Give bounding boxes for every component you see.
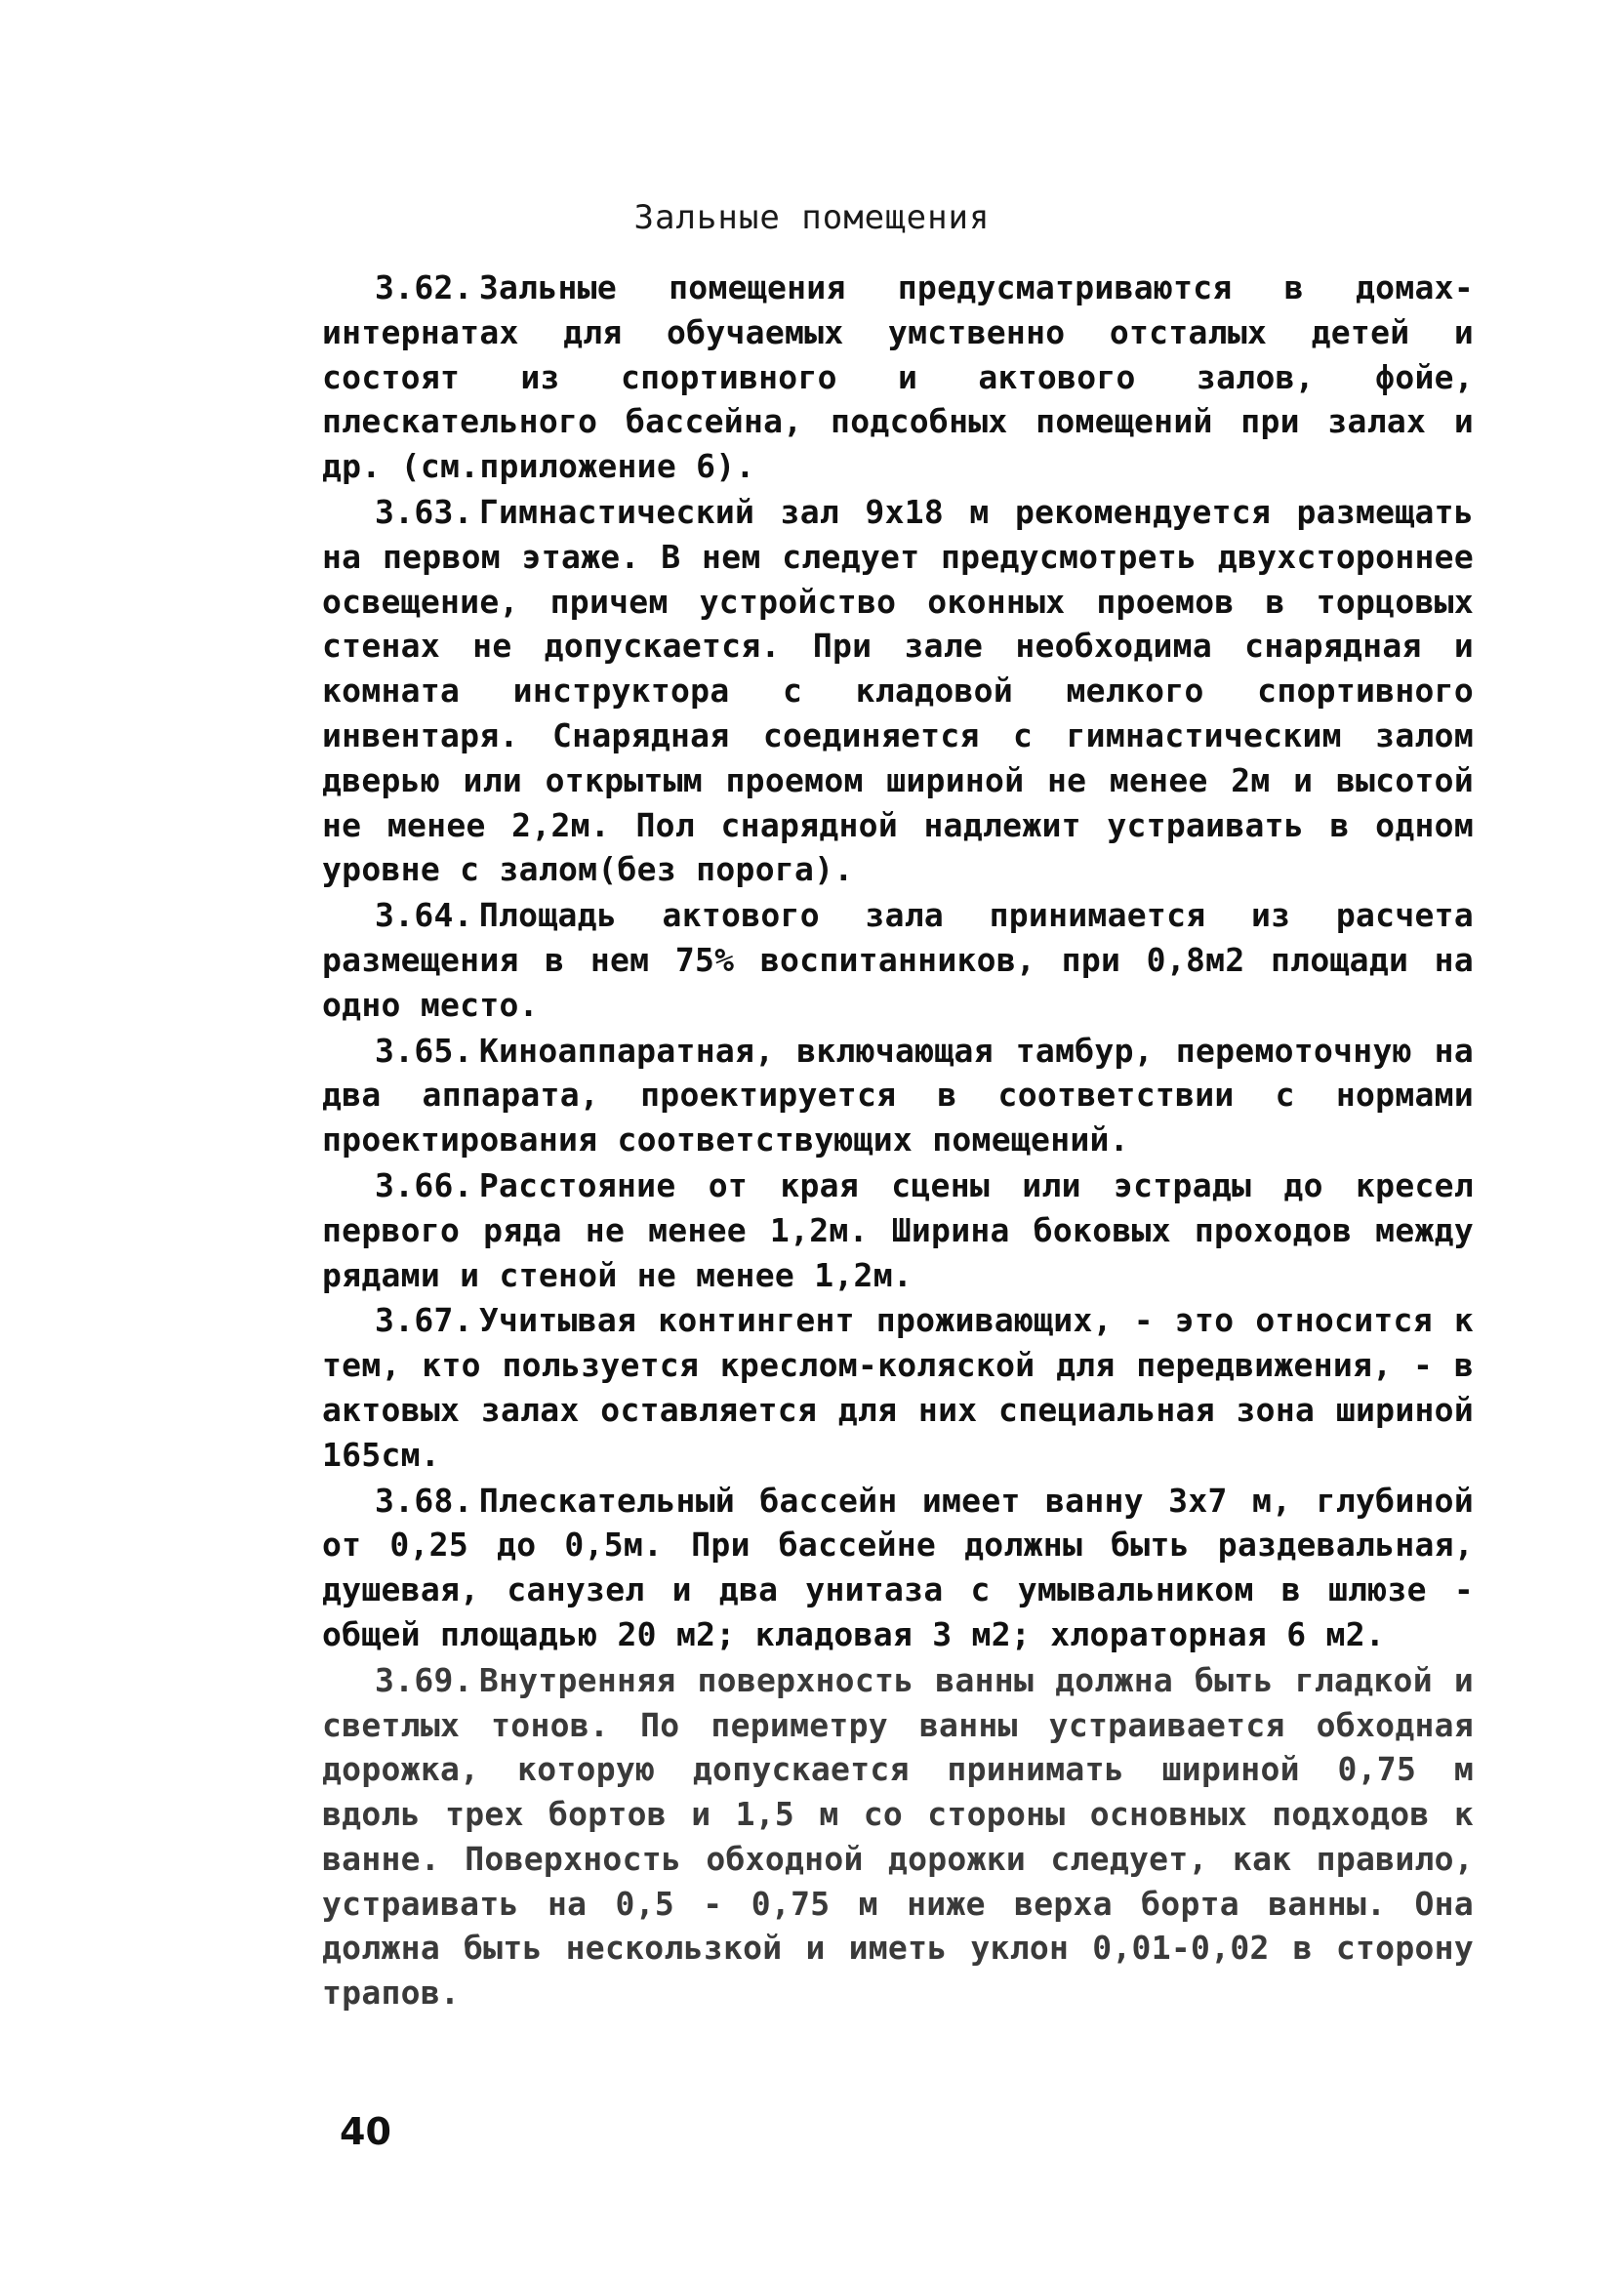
- paragraph-number: 3.62.: [375, 268, 473, 306]
- paragraph-number: 3.67.: [375, 1301, 473, 1340]
- paragraph-3-62: [322, 265, 1474, 489]
- paragraph-text: Учитывая контингент проживающих, - это относится к тем, кто пользуется креслом-коляской для передвижения, - в актовых залах оставляется для них специальная зона шириной 165см.: [322, 1301, 1474, 1474]
- section-title: Зальные помещения: [633, 198, 991, 237]
- paragraph-3-69: [322, 1658, 1474, 2015]
- paragraph-text: Зальные помещения предусматриваются в домах-интернатах для обучаемых умственно отсталых детей и состоят из спортивного и актового залов, фойе, плескательного бассейна, подсобных помещений при залах и др. (см.приложение 6).: [322, 268, 1474, 486]
- paragraph-3-66: [322, 1163, 1474, 1297]
- paragraph-text: Плескательный бассейн имеет ванну 3x7 м, глубиной от 0,25 до 0,5м. При бассейне должны быть раздевальная, душевая, санузел и два унитаза с умывальником в шлюзе - общей площадью 20 м2; кладовая 3 м2; хлораторная 6 м2.: [322, 1481, 1474, 1653]
- paragraph-text: Расстояние от края сцены или эстрады до кресел первого ряда не менее 1,2м. Ширина боковых проходов между рядами и стеной не менее 1,2м.: [322, 1165, 1474, 1294]
- paragraph-number: 3.69.: [375, 1660, 473, 1699]
- paragraph-3-68: [322, 1479, 1474, 1657]
- paragraph-3-65: [322, 1029, 1474, 1162]
- paragraph-number: 3.63.: [375, 492, 473, 531]
- paragraph-number: 3.65.: [375, 1031, 473, 1070]
- page-number: 40: [340, 2110, 391, 2153]
- paragraph-text: Гимнастический зал 9x18 м рекомендуется размещать на первом этаже. В нем следует предусмотреть двухстороннее освещение, причем устройство оконных проемов в торцовых стенах не допускается. При зале необходима снарядная и комната инструктора с кладовой мелкого спортивного инвентаря. Снарядная соединяется с гимнастическим залом дверью или открытым проемом шириной не менее 2м и высотой не менее 2,2м. Пол снарядной надлежит устраивать в одном уровне с залом(без порога).: [322, 492, 1474, 889]
- document-body: [322, 265, 1474, 2016]
- paragraph-text: Киноаппаратная, включающая тамбур, перемоточную на два аппарата, проектируется в соответствии с нормами проектирования соответствующих помещений.: [322, 1031, 1474, 1160]
- paragraph-3-67: [322, 1298, 1474, 1477]
- paragraph-number: 3.66.: [375, 1165, 473, 1204]
- paragraph-text: Площадь актового зала принимается из расчета размещения в нем 75% воспитанников, при 0,8м2 площади на одно место.: [322, 896, 1474, 1024]
- paragraph-3-64: [322, 893, 1474, 1027]
- paragraph-number: 3.64.: [375, 896, 473, 935]
- paragraph-number: 3.68.: [375, 1481, 473, 1520]
- paragraph-text: Внутренняя поверхность ванны должна быть гладкой и светлых тонов. По периметру ванны устраивается обходная дорожка, которую допускается принимать шириной 0,75 м вдоль трех бортов и 1,5 м со стороны основных подходов к ванне. Поверхность обходной дорожки следует, как правило, устраивать на 0,5 - 0,75 м ниже верха борта ванны. Она должна быть нескользкой и иметь уклон 0,01-0,02 в сторону трапов.: [322, 1660, 1474, 2013]
- paragraph-3-63: [322, 490, 1474, 892]
